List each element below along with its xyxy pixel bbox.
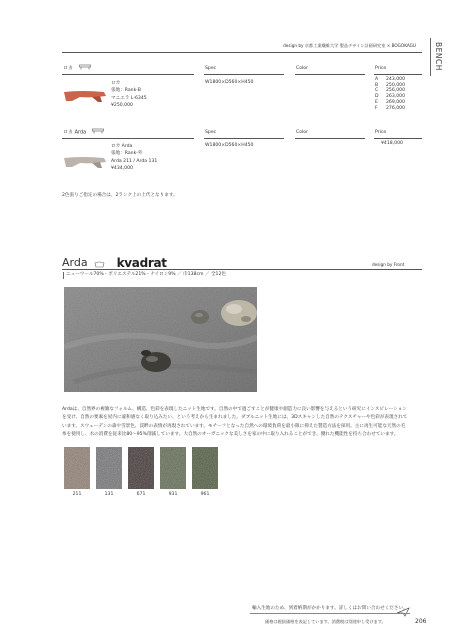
- color-header-1: Color: [296, 66, 308, 71]
- detail-line: マニエラ L-6345: [111, 95, 147, 101]
- product-rule-2d: [374, 138, 422, 139]
- design-credit: design by 京都工業繊維大学 製品デザイン計画研究室 × BOGOKAGU: [283, 43, 416, 48]
- product-rule-1c: [295, 74, 365, 75]
- product-detail-2: [111, 143, 157, 172]
- two-color-note: 2色張りご指定の場合は、2ランク上の上代となります。: [62, 193, 178, 198]
- detail-line: ¥250,000: [111, 103, 133, 109]
- product-size-1: W1800×D560×H450: [205, 80, 254, 85]
- price-rank-row: E 269,000: [375, 99, 405, 105]
- price-rank-row: C 256,000: [375, 88, 405, 94]
- product-rule-2b: [204, 138, 284, 139]
- detail-line: 張地：Rank-外: [111, 151, 143, 157]
- tax-note: 価格は税抜価格を表記しています。消費税は別途申し受けます。: [265, 619, 386, 624]
- swatch-label: 671: [136, 492, 146, 497]
- fabric-description: Ardaは、自然界の複雑なフォルム、構造、色彩を表現したニット生地です。自然の中で過ごすことが健康や創造力に良い影響を与えるという研究にインスピレーションを受け、自然の要素を屋内に違和感なく取り込みたい、という考えから生まれました。ダブルニット生地には、3Dスキャンした自然のテクスチャーや色彩が表現されています。スウェーデンの森や雪景色、渓畔の表情が再現されています。モチーフとなった自然への環境負荷を最小限に抑えた製造方法を採用。主に再生可能な天然の毛糸を使用し、水の消費を従来比80〜95%削減しています。大自然のオーガニックな美しさを家の中に取り入れることができ、優れた機能性を持ち合わせています。: [62, 407, 408, 438]
- fabric-rule: [62, 269, 422, 270]
- price-rank-row: A 243,000: [375, 77, 405, 82]
- footer-rule: [250, 613, 410, 614]
- fabric-designer: design by Front: [372, 262, 405, 267]
- product-image-1: [62, 88, 108, 108]
- swatch-label: 131: [104, 492, 114, 497]
- product-name-2: [63, 128, 104, 136]
- price-header-2: Price: [375, 130, 387, 135]
- bench-icon: [92, 128, 104, 136]
- product-image-2: [62, 154, 108, 174]
- fabric-spec-bar: [63, 272, 64, 279]
- swatch-671[interactable]: [128, 447, 154, 489]
- price-header-1: Price: [375, 66, 387, 71]
- price-ranks: [375, 77, 405, 111]
- price-rank-row: D 263,000: [375, 94, 405, 100]
- product-detail-1: [111, 80, 147, 109]
- section-bar: [430, 38, 431, 76]
- swatch-131[interactable]: [96, 447, 122, 489]
- detail-line: Arda 211 / Arda 131: [111, 158, 158, 164]
- header-rule: [62, 52, 422, 53]
- product-price-2: ¥418,000: [381, 141, 403, 146]
- product-rule-2c: [295, 138, 365, 139]
- price-rank-row: F 276,000: [375, 105, 405, 111]
- brand-logo: kvadrat: [116, 255, 167, 270]
- page-number: 206: [415, 618, 427, 625]
- product-rule-1d: [374, 74, 422, 75]
- swatch-label: 961: [200, 492, 210, 497]
- fabric-photo: [64, 287, 257, 392]
- swatch-211[interactable]: [64, 447, 90, 489]
- detail-line: ロカ: [111, 81, 121, 86]
- color-header-2: Color: [296, 130, 308, 135]
- swatch-931[interactable]: [160, 447, 186, 489]
- product-rule-1b: [204, 74, 284, 75]
- import-note: 輸入生地のため、到着納期がかかります。詳しくはお問い合わせください。: [252, 606, 408, 611]
- product-name-1: [63, 64, 91, 72]
- price-rank-row: B 250,000: [375, 82, 405, 88]
- product-name-text: ロカ Arda: [63, 129, 87, 136]
- detail-line: 張地：Rank-B: [111, 88, 141, 94]
- product-rule-1a: [62, 74, 194, 75]
- spec-header-1: Spec: [205, 66, 217, 71]
- detail-line: ¥434,000: [111, 166, 133, 172]
- detail-line: ロカ Arda: [111, 144, 133, 149]
- section-label: BENCH: [434, 42, 443, 71]
- product-rule-2a: [62, 138, 194, 139]
- product-name-text: ロカ: [63, 65, 74, 72]
- product-size-2: W1800×D560×H450: [205, 143, 254, 148]
- fabric-spec: ニューウール70%・ポリエステル21%・ナイロン9% ／ 巾138cm ／ 全12色: [66, 272, 226, 277]
- swatch-961[interactable]: [192, 447, 218, 489]
- bench-icon: [79, 64, 91, 72]
- airplane-icon: [396, 602, 410, 621]
- spec-header-2: Spec: [205, 130, 217, 135]
- fabric-title: Arda: [62, 256, 88, 269]
- swatch-label: 931: [168, 492, 178, 497]
- swatch-label: 211: [72, 492, 82, 497]
